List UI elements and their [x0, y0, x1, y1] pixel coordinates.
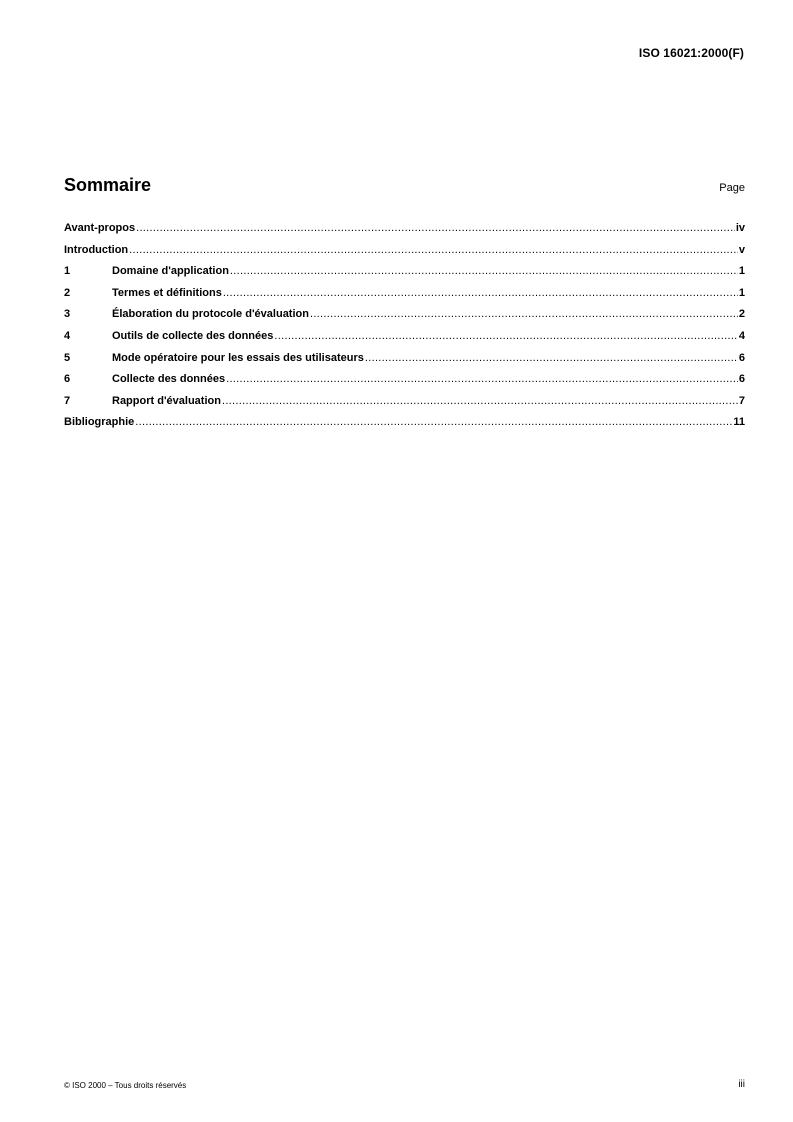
toc-page-label: Page [719, 182, 745, 194]
toc-entry-page: 11 [733, 416, 745, 429]
toc-dot-leader [129, 244, 738, 256]
toc-header [64, 175, 745, 196]
toc-dot-leader [223, 287, 738, 299]
footer-page-number: iii [738, 1079, 745, 1090]
toc-entry-title: Élaboration du protocole d'évaluation [112, 308, 309, 321]
toc-entry-page: iv [735, 222, 745, 234]
toc-entry-section-3[interactable] [64, 308, 745, 330]
toc-dot-leader [274, 330, 737, 342]
toc-entry-section-1[interactable] [64, 265, 745, 287]
toc-entry-number: 6 [64, 373, 71, 386]
table-of-contents [64, 222, 745, 438]
toc-entry-avant-propos[interactable] [64, 222, 745, 244]
toc-entry-section-2[interactable] [64, 287, 745, 309]
toc-entry-title: Bibliographie [64, 416, 135, 429]
toc-dot-leader [230, 265, 738, 277]
toc-entry-title: Avant-propos [64, 222, 136, 234]
toc-entry-introduction[interactable] [64, 244, 745, 266]
toc-entry-number: 7 [64, 394, 71, 407]
toc-entry-number: 4 [64, 329, 71, 342]
toc-entry-page: 4 [738, 329, 745, 342]
toc-entry-page: 6 [738, 351, 745, 364]
toc-entry-number: 1 [64, 265, 71, 278]
toc-entry-page: 2 [738, 308, 745, 321]
toc-entry-section-5[interactable] [64, 352, 745, 374]
toc-entry-title: Rapport d'évaluation [112, 394, 221, 407]
toc-title: Sommaire [64, 175, 152, 195]
toc-entry-title: Domaine d'application [112, 265, 229, 278]
toc-entry-title: Termes et définitions [112, 286, 222, 299]
document-reference: ISO 16021:2000(F) [638, 46, 744, 60]
toc-entry-title: Outils de collecte des données [112, 329, 274, 342]
toc-entry-page: 6 [738, 373, 745, 386]
toc-entry-page: 1 [738, 286, 745, 299]
toc-entry-section-6[interactable] [64, 373, 745, 395]
toc-dot-leader [222, 395, 738, 407]
toc-dot-leader [135, 416, 732, 428]
toc-entry-page: v [738, 243, 745, 256]
toc-entry-number: 5 [64, 351, 71, 364]
toc-dot-leader [136, 222, 735, 234]
toc-entry-page: 7 [738, 394, 745, 407]
toc-entry-number: 2 [64, 286, 71, 299]
toc-entry-title: Collecte des données [112, 373, 226, 386]
toc-entry-title: Introduction [64, 243, 129, 256]
toc-entry-number: 3 [64, 308, 71, 321]
toc-entry-section-7[interactable] [64, 395, 745, 417]
toc-dot-leader [226, 373, 738, 385]
toc-entry-page: 1 [738, 265, 745, 278]
toc-entry-section-4[interactable] [64, 330, 745, 352]
toc-dot-leader [310, 308, 738, 320]
footer-copyright: © ISO 2000 – Tous droits réservés [64, 1081, 187, 1090]
toc-entry-bibliographie[interactable] [64, 416, 745, 438]
toc-dot-leader [365, 352, 738, 364]
toc-entry-title: Mode opératoire pour les essais des utilisateurs [112, 351, 364, 364]
